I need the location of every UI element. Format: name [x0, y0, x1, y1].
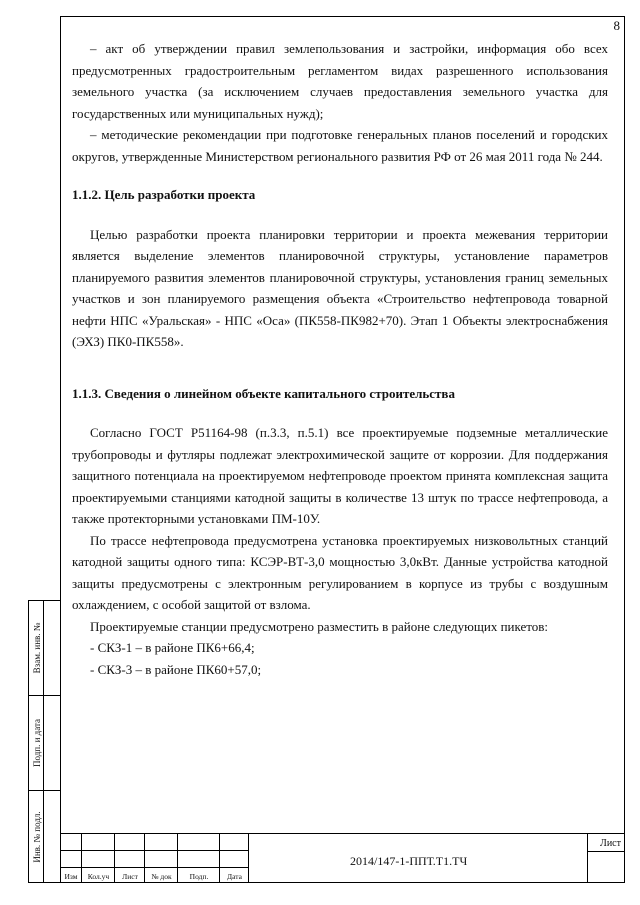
stamp-label: Подп. и дата: [31, 718, 42, 768]
column-label: Изм: [64, 872, 78, 881]
stamp-label-cell: [30, 791, 44, 882]
paragraph: По трассе нефтепровода предусмотрена установка проектируемых низковольтных станций катодной защиты одного типа: КСЭР-ВТ-3,0 мощностью 3,0кВт. Данные устройства катодной защиты предусмотрены с электронным регулированием в корпусе из трубы с воздушным охлаждением, с особой защитой от взлома.: [72, 532, 608, 612]
stamp-label: Взам. инв. №: [31, 622, 42, 674]
stamp-cell: [29, 601, 60, 696]
stamp-cell: [29, 696, 60, 791]
document-code: 2014/147-1-ППТ.Т1.ТЧ: [350, 854, 468, 868]
column-label: Кол.уч: [87, 872, 110, 881]
page-number: 8: [613, 18, 620, 33]
section-heading: 1.1.3. Сведения о линейном объекте капитального строительства: [72, 385, 455, 401]
stamp-label-cell: [30, 601, 44, 695]
stamp-label: Инв. № подл.: [31, 810, 42, 863]
title-block: [60, 833, 625, 883]
picket-list: [72, 637, 608, 680]
section-heading: 1.1.2. Цель разработки проекта: [72, 187, 256, 202]
column-label: № док: [151, 872, 172, 881]
grid-col: [587, 834, 588, 883]
column-label: Дата: [227, 872, 242, 881]
side-stamp: [28, 600, 60, 883]
grid-row: [587, 851, 625, 852]
grid-row: [60, 850, 249, 851]
grid-row: [60, 867, 249, 868]
sheet-label: Лист: [600, 838, 621, 849]
paragraph: Согласно ГОСТ Р51164-98 (п.3.3, п.5.1) все проектируемые подземные металлические трубопроводы и футляры подлежат электрохимической защите от коррозии. Для поддержания защитного потенциала на проектируемом нефтепроводе проектом принята комплексная защита проектируемыми станциями катодной защиты в количестве 13 штук по трассе нефтепровода, а также протекторными установками ПМ-10У.: [72, 425, 608, 526]
document-body: [72, 38, 608, 680]
paragraph: Проектируемые станции предусмотрено разместить в районе следующих пикетов:: [90, 618, 549, 634]
column-label: Подп.: [189, 872, 209, 881]
paragraph: Целью разработки проекта планировки территории и проекта межевания территории является выделение элементов планировочной структуры, установление параметров планируемого развития элементов планировочной структуры, установления границ земельных участков и зон планируемого размещения объекта «Строительство нефтепровода товарной нефти НПС «Уральская» - НПС «Оса» (ПК558-ПК982+70). Этап 1 Объекты электроснабжения (ЭХЗ) ПК0-ПК558».: [72, 226, 608, 349]
stamp-cell: [29, 791, 60, 882]
list-item: - СКЗ-1 – в районе ПК6+66,4;: [90, 640, 255, 655]
list-item: - СКЗ-3 – в районе ПК60+57,0;: [90, 661, 262, 677]
bullet-item: – акт об утверждении правил землепользования и застройки, информация обо всех предусмотренных градостроительным регламентом видах разрешенного использования земельного участка (за исключением случаев предоставления земельного участка для государственных или муниципальных нужд);: [72, 41, 608, 121]
stamp-label-cell: [30, 696, 44, 790]
bullet-item: – методические рекомендации при подготовке генеральных планов поселений и городских округов, утвержденные Министерством регионального развития РФ от 26 мая 2011 года № 244.: [72, 127, 608, 164]
column-label: Лист: [122, 872, 138, 881]
